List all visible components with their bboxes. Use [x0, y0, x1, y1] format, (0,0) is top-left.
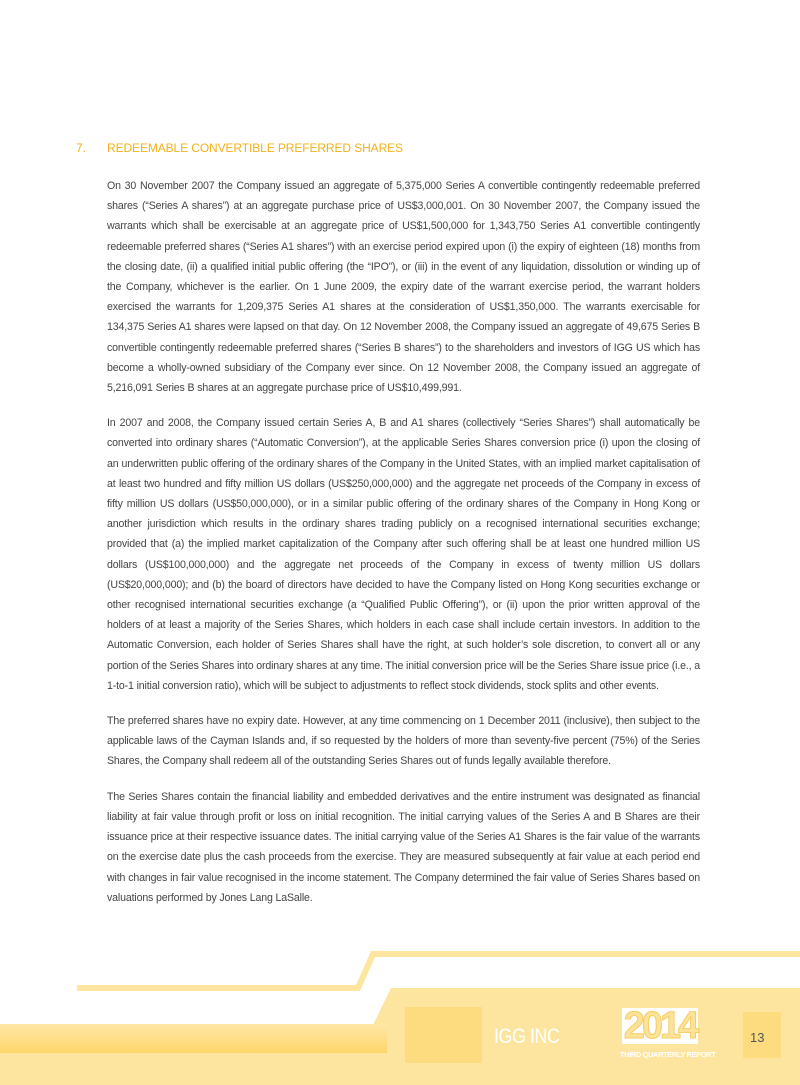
footer-band-strip — [0, 1024, 387, 1053]
body-text — [107, 176, 700, 923]
section-heading — [76, 141, 403, 155]
footer-line — [77, 954, 800, 988]
logo-box — [405, 1007, 482, 1063]
paragraph: The Series Shares contain the financial liability and embedded derivatives and the entire instrument was designated as financial liability at fair value through profit or loss on initial recognition. The initial carrying values of the Series A and B Shares are their issuance price at their respective issuance dates. The initial carrying value of the Series A1 Shares is the fair value of the warrants on the exercise date plus the cash proceeds from the exercise. They are measured subsequently at fair value at each period end with changes in fair value recognised in the income statement. The Company determined the fair value of Series Shares based on valuations performed by Jones Lang LaSalle. — [107, 790, 700, 904]
paragraph: The preferred shares have no expiry date. However, at any time commencing on 1 December 2011 (inclusive), then subject to the applicable laws of the Cayman Islands and, if so requested by the holders of more than seventy-five percent (75%) of the Series Shares, the Company shall redeem all of the outstanding Series Shares out of funds legally available therefore. — [107, 715, 700, 768]
paragraph: On 30 November 2007 the Company issued an aggregate of 5,375,000 Series A convertible contingently redeemable preferred shares (“Series A shares”) at an aggregate purchase price of US$3,000,001. On 30 November 2007, the Company issued the warrants which shall be exercisable at an aggregate price of US$1,500,000 for 1,343,750 Series A1 convertible contingently redeemable preferred shares (“Series A1 shares”) with an exercise period expired upon (i) the expiry of eighteen (18) months from the closing date, (ii) a qualified initial public offering (the “IPO”), or (iii) in the event of any liquidation, dissolution or winding up of the Company, whichever is the earlier. On 1 June 2009, the expiry date of the warrant exercise period, the warrant holders exercised the warrants for 1,209,375 Series A1 shares at the consideration of US$1,350,000. The warrants exercisable for 134,375 Series A1 shares were lapsed on that day. On 12 November 2008, the Company issued an aggregate of 49,675 Series B convertible contingently redeemable preferred shares (“Series B shares”) to the shareholders and investors of IGG US which has become a wholly-owned subsidiary of the Company ever since. On 12 November 2008, the Company issued an aggregate of 5,216,091 Series B shares at an aggregate purchase price of US$10,499,991. — [107, 180, 700, 395]
page-number: 13 — [750, 1030, 765, 1045]
report-year-logo: 2014 — [623, 1005, 697, 1047]
paragraph: In 2007 and 2008, the Company issued certain Series A, B and A1 shares (collectively “Series Shares”) shall automatically be converted into ordinary shares (“Automatic Conversion”), at the applicable Series Shares conversion price (i) upon the closing of an underwritten public offering of the ordinary shares of the Company in the United States, with an implied market capitalisation of at least two hundred and fifty million US dollars (US$250,000,000) and the aggregate net proceeds of the Company in excess of fifty million US dollars (US$50,000,000), or in a similar public offering of the ordinary shares of the Company in Hong Kong or another jurisdiction which results in the ordinary shares trading publicly on a recognised international securities exchange; provided that (a) the implied market capitalization of the Company after such offering shall be at least one hundred million US dollars (US$100,000,000) and the aggregate net proceeds of the Company in excess of twenty million US dollars (US$20,000,000); and (b) the board of directors have decided to have the Company listed on Hong Kong securities exchange or other recognised international securities exchange (a “Qualified Public Offering”), or (ii) upon the prior written approval of the holders of at least a majority of the Series Shares, which holders in each case shall include certain investors. In addition to the Automatic Conversion, each holder of Series Shares shall have the right, at such holder’s sole discretion, to convert all or any portion of the Series Shares into ordinary shares at any time. The initial conversion price will be the Series Share issue price (i.e., a 1-to-1 initial conversion ratio), which will be subject to adjustments to reflect stock dividends, stock splits and other events. — [107, 417, 700, 692]
section-title: REDEEMABLE CONVERTIBLE PREFERRED SHARES — [107, 141, 403, 155]
company-name: IGG INC — [494, 1025, 560, 1048]
section-number: 7. — [76, 141, 86, 155]
report-name: THIRD QUARTERLY REPORT — [620, 1050, 716, 1059]
